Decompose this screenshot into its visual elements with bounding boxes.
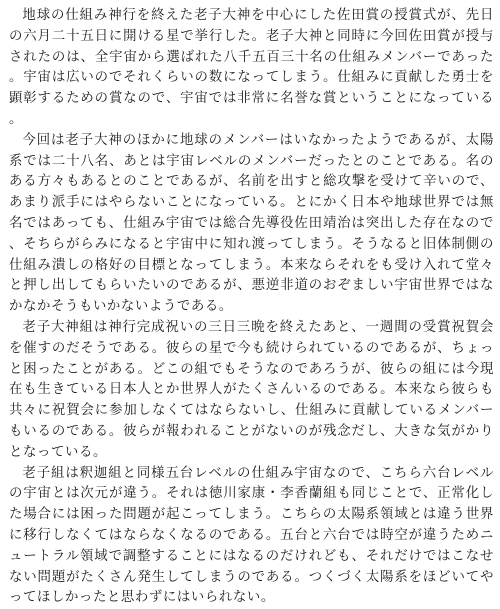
paragraph-3: 老子大神組は神行完成祝いの三日三晩を終えたあと、一週間の受賞祝賀会を催すのだそうである。彼らの星で今も続けられているのであるが、ちょっと困ったことがある。どこの組でもそうなのであろうが、彼らの組には今現在も生きている日本人とか世界人がたくさんいるのである。本来なら彼らも共々に祝賀会に参加しなくてはならないし、仕組みに貢献しているメンバーもいるのである。彼らが報われることがないのが残念だし、大きな気がかりとなっている。 <box>9 319 494 460</box>
paragraph-1: 地球の仕組み神行を終えた老子大神を中心にした佐田賞の授賞式が、先日の六月二十五日に開ける星で挙行した。老子大神と同時に今回佐田賞が授与されたのは、全宇宙から選ばれた八千五百三十名の仕組みメンバーであった。宇宙は広いのでそれくらいの数になってしまう。仕組みに貢献した勇士を顕彰するための賞なので、宇宙では非常に名誉な賞ということになっている。 <box>9 8 494 127</box>
paragraph-2: 今回は老子大神のほかに地球のメンバーはいなかったようであるが、太陽系では二十八名、あとは宇宙レベルのメンバーだったとのことである。名のある方々もあるとのことであるが、名前を出すと総攻撃を受けて辛いので、あまり派手にはやらないことになっている。とにかく日本や地球世界では無名ではあっても、仕組み宇宙では総合先導役佐田靖治は突出した存在なので、そちらがらみになると宇宙中に知れ渡ってしまう。そうなると旧体制側の仕組み潰しの格好の目標となってしまう。本来ならそれをも受け入れて堂々と押し出してもらいたいのであるが、悪逆非道のおぞましい宇宙世界ではなかなかそうもいかないようである。 <box>9 132 494 315</box>
paragraph-4: 老子組は釈迦組と同様五台レベルの仕組み宇宙なので、こちら六台レベルの宇宙とは次元が違う。それは徳川家康・李香蘭組も同じことで、正常化した場合には困った問題が起こってしまう。こちらの太陽系領域とは違う世界に移行しなくてはならなくなるのである。五台と六台では時空が違うためニュートラル領域で調整することにはなるのだけれども、それだけではこなせない問題がたくさん発生してしまうのである。つくづく太陽系をほどいてやってほしかったと思わずにはいられない。 <box>9 465 494 606</box>
